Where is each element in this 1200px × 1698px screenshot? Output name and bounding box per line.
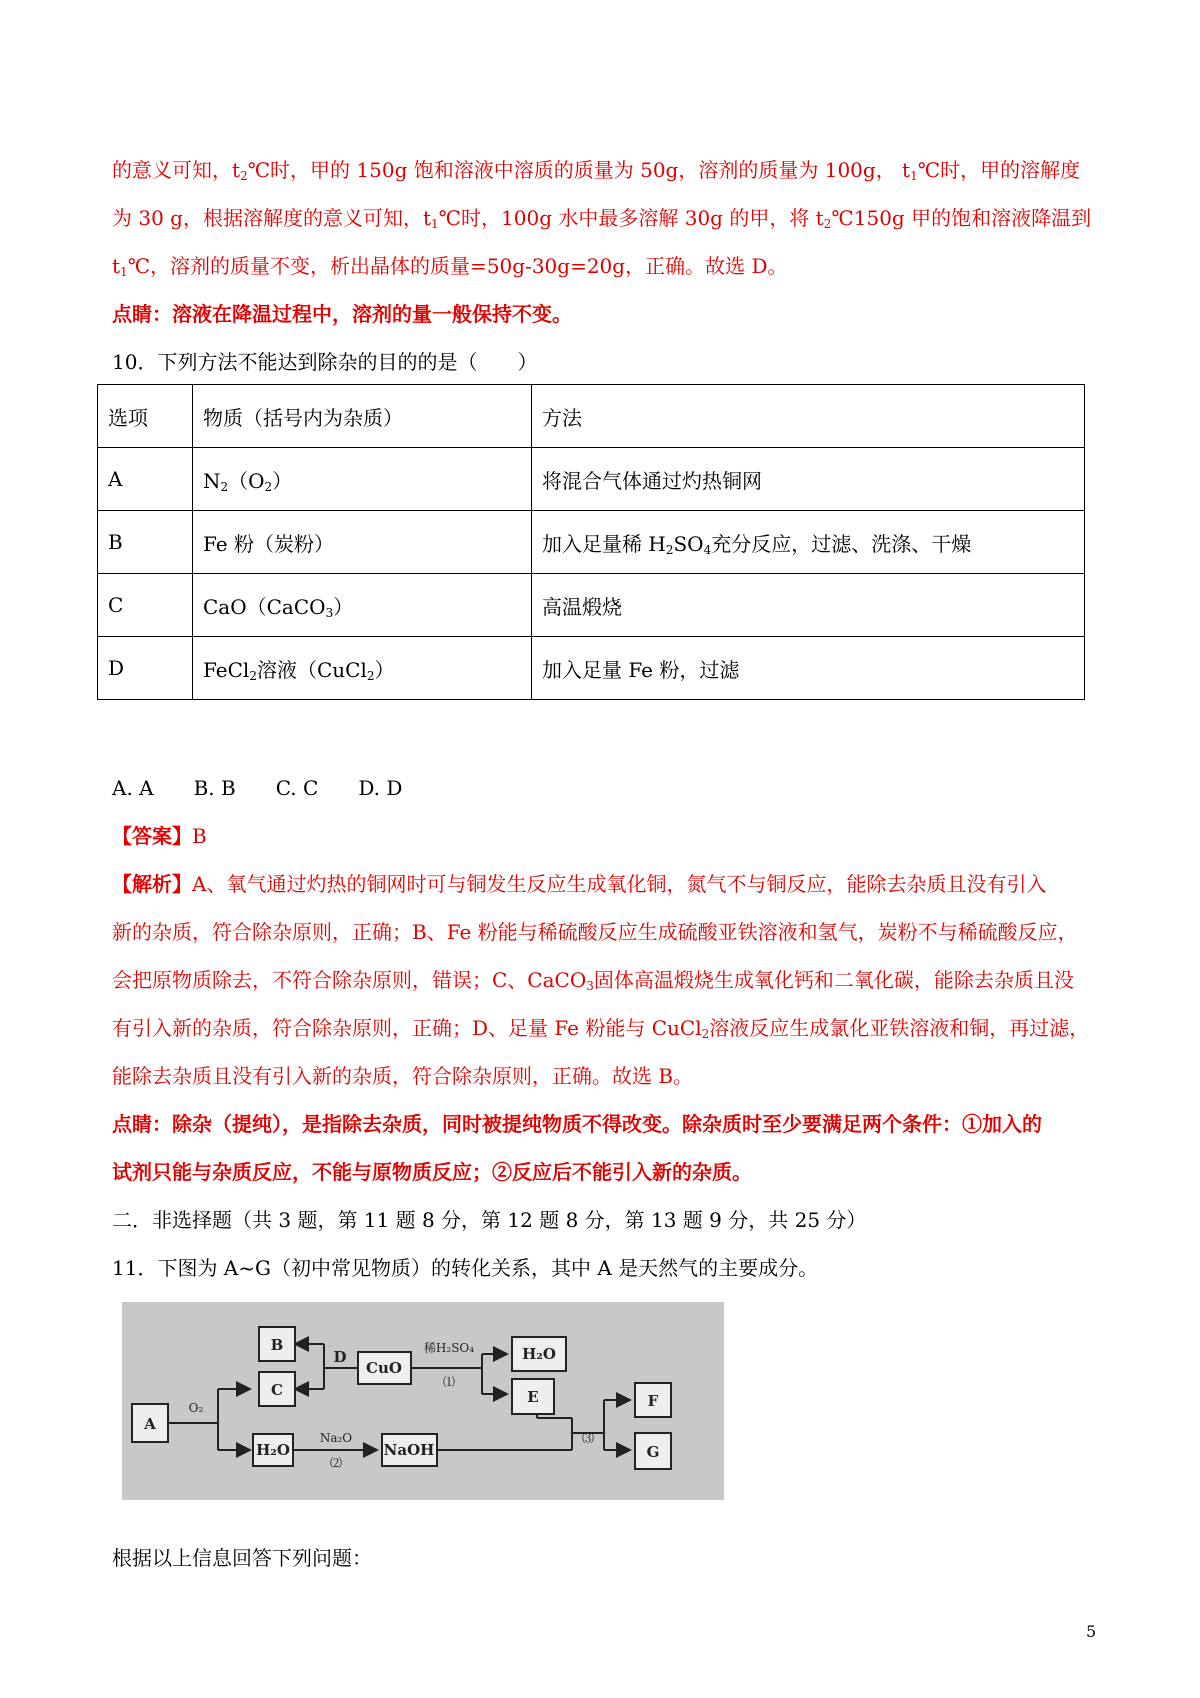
section-heading: 二．非选择题（共 3 题，第 11 题 8 分，第 12 题 8 分，第 13 题 9 分，共 25 分） [112,1208,867,1232]
table-cell: FeCl$_2$溶液（CuCl$_2$） [193,637,532,700]
paragraph-line: 的意义可知，$t_2℃$时，甲的 150g 饱和溶液中溶质的质量为 50g，溶剂的质量为 100g， $t_1℃$时，甲的溶解度 [112,158,1081,183]
table-cell: D [98,637,193,700]
diagram-svg [122,1302,724,1500]
edge-label: ⑴ [442,1375,456,1389]
node-label: NaOH [383,1441,435,1459]
question-stem: 11．下图为 A~G（初中常见物质）的转化关系，其中 A 是天然气的主要成分。 [112,1256,819,1280]
node-label: G [646,1443,660,1461]
table-header-row [98,385,1085,448]
table-header: 方法 [532,385,1085,448]
node-label: B [270,1336,284,1354]
table-cell: A [98,448,193,511]
analysis-line: 能除去杂质且没有引入新的杂质，符合除杂原则，正确。故选 B。 [112,1064,694,1088]
table-row [98,511,1085,574]
tip-text: 点睛：除杂（提纯），是指除去杂质，同时被提纯物质不得改变。除杂质时至少要满足两个条件：①加入的 [112,1112,1042,1136]
analysis-line: 新的杂质，符合除杂原则，正确；B、Fe 粉能与稀硫酸反应生成硫酸亚铁溶液和氢气，炭粉不与稀硫酸反应， [112,920,1078,944]
edge-label: ⑵ [329,1456,343,1470]
table-cell: 高温煅烧 [532,574,1085,637]
node-label: H₂O [522,1345,556,1363]
answer-choices: A. A B. B C. C D. D [112,776,403,800]
analysis-line: 【解析】A、氧气通过灼热的铜网时可与铜发生反应生成氧化铜，氮气不与铜反应，能除去杂质且没有引入 [112,872,1047,896]
question-stem: 10．下列方法不能达到除杂的目的的是（ ） [112,350,538,374]
paragraph-line: $t_1℃$，溶剂的质量不变，析出晶体的质量=50g-30g=20g，正确。故选 D。 [112,254,788,279]
options-table [97,384,1085,700]
table-cell: 将混合气体通过灼热铜网 [532,448,1085,511]
paragraph-line: 为 30 g，根据溶解度的意义可知，$t_1℃$时，100g 水中最多溶解 30g 的甲，将 $t_2℃150g$ 甲的饱和溶液降温到 [112,206,1092,231]
table-row [98,574,1085,637]
table-cell: 加入足量 Fe 粉，过滤 [532,637,1085,700]
edge-label: Na₂O [319,1431,353,1445]
table-cell: 加入足量稀 $H_2SO_4$充分反应，过滤、洗涤、干燥 [532,511,1085,574]
node-label: CuO [366,1359,402,1377]
edge-label: O₂ [188,1401,204,1415]
edge-label: 稀H₂SO₄ [423,1341,475,1355]
table-cell: B [98,511,193,574]
analysis-line: 会把原物质除去，不符合除杂原则，错误；C、CaCO$_3$固体高温煅烧生成氧化钙和二氧化碳，能除去杂质且没 [112,968,1074,993]
table-cell: C [98,574,193,637]
tip-text: 点睛：溶液在降温过程中，溶剂的量一般保持不变。 [112,302,572,326]
analysis-line: 有引入新的杂质，符合除杂原则，正确；D、足量 Fe 粉能与 CuCl$_2$溶液反应生成氯化亚铁溶液和铜，再过滤， [112,1016,1090,1041]
question-followup: 根据以上信息回答下列问题： [112,1546,372,1570]
node-label: E [527,1388,539,1406]
tip-text: 试剂只能与杂质反应，不能与原物质反应；②反应后不能引入新的杂质。 [112,1160,752,1184]
table-cell: $N_2(O_2)$ [193,448,532,511]
answer-line: 【答案】B [112,824,207,848]
table-row [98,448,1085,511]
table-header: 物质（括号内为杂质） [193,385,532,448]
table-cell: Fe 粉（炭粉） [193,511,532,574]
table-header: 选项 [98,385,193,448]
node-label: H₂O [256,1441,290,1459]
edge-label: ⑶ [581,1431,595,1445]
edge-label: D [333,1348,347,1366]
node-label: F [647,1392,659,1410]
table-cell: CaO（CaCO$_3$） [193,574,532,637]
node-label: A [144,1415,156,1433]
page-number: 5 [1086,1622,1097,1641]
conversion-diagram [122,1302,724,1500]
table-row [98,637,1085,700]
node-label: C [271,1381,283,1399]
